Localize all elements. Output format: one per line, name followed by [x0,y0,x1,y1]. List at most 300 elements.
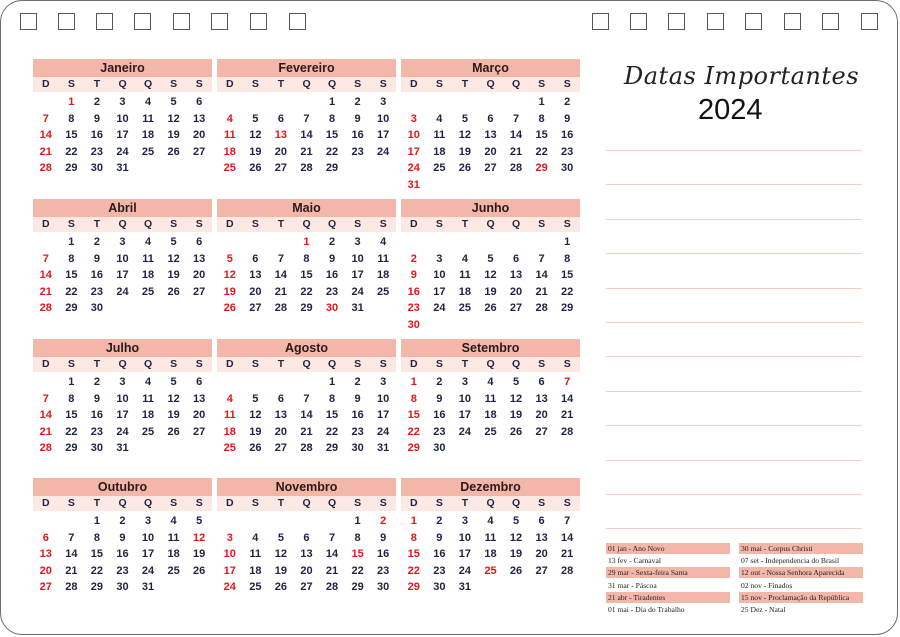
weekday-label: S [435,358,443,370]
holiday-item: 25 Dez - Natal [741,605,786,614]
day-cell: 26 [193,564,206,577]
binding-hole [58,13,75,30]
weekday-label: T [93,78,101,90]
day-cell: 22 [325,425,339,438]
day-cell: 8 [328,392,336,405]
empty-cell [243,374,269,391]
weekday-label: S [195,497,203,509]
weekday-label: D [225,218,234,230]
day-cell: 11 [484,531,497,544]
day-cell: 11 [249,548,262,560]
weekday-label: S [563,358,571,370]
weekday-label: S [563,218,571,230]
holiday-item: 01 mai - Dia do Trabalho [608,605,685,614]
empty-cell [294,513,320,530]
day-cell: 30 [407,318,420,331]
day-cell: 25 [377,285,390,298]
month-title: Abril [33,199,212,217]
day-cell: 8 [354,531,361,544]
day-cell: 30 [90,442,104,454]
day-cell: 16 [90,269,104,281]
day-cell: 5 [170,96,177,108]
day-cell: 26 [167,425,180,438]
day-cell: 28 [274,302,288,314]
day-cell: 22 [90,564,104,577]
day-cell: 4 [252,531,259,544]
day-cell: 10 [116,252,129,265]
weekday-label: Q [118,497,127,509]
day-cell: 23 [433,564,446,577]
day-cell: 21 [39,145,52,158]
day-cell: 18 [484,548,497,560]
day-grid [217,232,396,317]
day-cell: 28 [39,162,52,174]
month-title: Junho [401,199,580,217]
day-cell: 31 [116,442,129,454]
day-cell: 19 [167,409,180,421]
day-cell: 2 [436,376,443,388]
day-cell: 18 [141,269,155,281]
month-dezembro [401,478,580,596]
weekday-label: D [41,218,50,230]
day-grid [401,511,580,596]
panel-year: 2024 [698,94,763,126]
note-line [606,322,862,323]
day-cell: 27 [249,302,262,314]
day-cell: 26 [509,564,523,577]
binding-hole [668,13,685,30]
day-cell: 30 [90,162,104,174]
day-cell: 8 [68,252,75,265]
day-cell: 20 [484,145,497,158]
weekday-label: S [170,497,178,509]
day-cell: 5 [512,515,520,527]
day-cell: 18 [223,145,236,158]
weekday-label: T [461,78,469,90]
day-cell: 9 [93,392,100,405]
binding-hole [20,13,37,30]
day-grid [33,372,212,457]
day-cell: 20 [39,564,52,577]
empty-cell [503,234,529,251]
day-cell: 19 [193,548,206,560]
weekday-label: T [277,358,285,370]
month-junho [401,199,580,333]
day-cell: 25 [484,425,497,438]
day-cell: 21 [535,285,548,298]
weekday-label: T [93,358,101,370]
weekday-label: Q [486,358,495,370]
month-outubro [33,478,212,596]
day-cell: 17 [141,548,155,560]
weekday-label: Q [144,218,153,230]
weekday-header [401,357,580,372]
day-cell: 6 [512,252,520,265]
day-cell: 5 [252,392,259,405]
weekday-label: D [225,497,234,509]
weekday-label: Q [118,358,127,370]
month-title: Dezembro [401,478,580,496]
empty-cell [33,94,59,111]
month-title: Janeiro [33,59,212,77]
day-cell: 7 [538,252,545,265]
day-cell: 17 [116,409,129,421]
day-cell: 9 [380,531,387,544]
day-cell: 7 [277,252,284,265]
day-cell: 20 [274,145,288,158]
holiday-item: 13 fev - Carnaval [608,556,661,566]
weekday-header [217,496,396,511]
weekday-label: Q [144,497,153,509]
weekday-label: S [354,358,362,370]
empty-cell [217,513,243,530]
empty-cell [401,94,427,111]
day-cell: 14 [300,409,313,421]
day-cell: 26 [223,302,236,314]
day-cell: 17 [433,285,446,298]
day-cell: 26 [274,581,288,593]
day-cell: 27 [300,581,313,593]
day-cell: 3 [119,96,126,108]
day-cell: 7 [303,392,310,405]
day-cell: 19 [249,425,262,438]
day-cell: 10 [458,392,472,405]
day-cell: 9 [93,252,100,265]
day-cell: 7 [564,376,571,388]
day-cell: 9 [354,392,361,405]
day-cell: 20 [535,409,548,421]
day-cell: 23 [116,564,129,577]
day-cell: 14 [39,409,52,421]
day-cell: 22 [407,564,420,577]
day-cell: 1 [68,236,75,248]
day-cell: 1 [410,515,417,527]
day-cell: 25 [223,162,236,174]
empty-cell [319,513,345,530]
day-cell: 16 [351,409,364,421]
day-cell: 27 [535,425,548,438]
day-cell: 12 [458,129,472,141]
day-cell: 6 [196,376,203,388]
day-cell: 16 [433,409,446,421]
day-cell: 8 [410,531,417,544]
day-cell: 3 [461,376,468,388]
day-cell: 20 [274,425,288,438]
day-cell: 14 [300,129,313,141]
note-line [606,494,862,495]
day-cell: 6 [277,392,284,405]
day-cell: 12 [484,269,497,281]
month-janeiro [33,59,212,177]
day-cell: 3 [144,515,152,527]
day-cell: 14 [561,531,574,544]
day-cell: 4 [170,515,177,527]
day-cell: 23 [90,145,104,158]
day-cell: 2 [119,515,126,527]
day-cell: 16 [90,129,104,141]
day-cell: 4 [226,112,233,125]
weekday-header [217,357,396,372]
day-cell: 24 [458,425,472,438]
day-cell: 29 [407,442,420,454]
day-cell: 21 [509,145,523,158]
day-cell: 29 [351,581,364,593]
weekday-label: S [435,497,443,509]
binding-hole [822,13,839,30]
day-cell: 11 [142,252,154,265]
day-cell: 3 [354,236,361,248]
day-cell: 5 [512,376,520,388]
day-cell: 17 [223,564,236,577]
weekday-label: D [409,358,418,370]
day-cell: 24 [407,162,420,174]
day-cell: 21 [39,285,52,298]
day-cell: 26 [167,145,180,158]
day-cell: 5 [487,252,494,265]
day-cell: 27 [535,564,548,577]
day-cell: 22 [535,145,548,158]
day-cell: 10 [458,531,472,544]
day-cell: 12 [167,392,180,405]
day-cell: 27 [193,425,206,438]
day-cell: 25 [484,564,497,577]
note-line [606,356,862,357]
binding-hole [289,13,306,30]
day-cell: 5 [170,236,177,248]
day-cell: 21 [300,145,313,158]
day-cell: 7 [303,112,310,125]
day-cell: 12 [167,252,180,265]
weekday-label: S [538,78,546,90]
empty-cell [427,234,453,251]
month-setembro [401,339,580,457]
day-cell: 31 [377,442,390,454]
day-cell: 11 [167,531,180,544]
day-cell: 28 [325,581,339,593]
day-cell: 6 [196,96,203,108]
weekday-label: S [379,218,387,230]
day-cell: 16 [377,548,390,560]
day-cell: 10 [116,112,129,125]
day-cell: 6 [277,112,284,125]
day-cell: 30 [433,442,446,454]
day-cell: 9 [93,112,100,125]
month-title: Setembro [401,339,580,357]
day-cell: 22 [65,285,78,298]
binding-hole [861,13,878,30]
day-cell: 29 [65,442,78,454]
day-cell: 29 [300,302,313,314]
empty-cell [294,374,320,391]
weekday-label: Q [302,78,311,90]
day-cell: 20 [193,409,206,421]
day-cell: 14 [274,269,288,281]
weekday-label: S [563,497,571,509]
weekday-label: S [251,78,259,90]
month-title: Novembro [217,478,396,496]
weekday-header [217,77,396,92]
weekday-label: T [461,358,469,370]
day-cell: 9 [564,112,571,125]
day-cell: 29 [535,162,548,174]
day-cell: 21 [274,285,288,298]
weekday-label: S [170,78,178,90]
weekday-label: S [379,358,387,370]
day-cell: 10 [377,392,390,405]
day-cell: 14 [535,269,548,281]
binding-hole [707,13,724,30]
empty-cell [478,94,504,111]
month-title: Maio [217,199,396,217]
day-cell: 20 [193,269,206,281]
day-cell: 11 [377,252,389,265]
empty-cell [452,94,478,111]
day-cell: 23 [433,425,446,438]
holiday-item: 31 mar - Páscoa [608,580,657,590]
day-grid [217,511,396,596]
day-cell: 27 [509,302,523,314]
day-cell: 13 [535,531,548,544]
day-grid [217,372,396,457]
day-cell: 1 [354,515,361,527]
day-cell: 10 [141,531,155,544]
weekday-label: S [195,78,203,90]
day-cell: 24 [223,581,236,593]
day-cell: 19 [223,285,236,298]
day-cell: 17 [116,129,129,141]
day-cell: 17 [377,409,390,421]
day-cell: 8 [68,392,75,405]
day-cell: 3 [119,236,126,248]
day-cell: 14 [39,269,52,281]
day-cell: 5 [461,112,468,125]
day-cell: 13 [193,252,206,265]
day-cell: 30 [351,442,364,454]
day-cell: 6 [538,515,545,527]
day-cell: 13 [193,392,206,405]
holiday-item: 12 out - Nossa Senhora Aparecida [739,567,863,578]
weekday-header [33,217,212,232]
day-cell: 25 [141,145,155,158]
day-cell: 30 [325,302,339,314]
day-cell: 26 [249,442,262,454]
day-cell: 16 [433,548,446,560]
note-line [606,460,862,461]
weekday-header [401,77,580,92]
weekday-label: D [41,358,50,370]
day-cell: 29 [561,302,574,314]
empty-cell [33,234,59,251]
day-cell: 28 [39,442,52,454]
day-cell: 16 [90,409,104,421]
day-cell: 28 [300,442,313,454]
day-cell: 4 [226,392,233,405]
binding-hole [173,13,190,30]
weekday-label: Q [144,78,153,90]
day-cell: 6 [487,112,494,125]
month-novembro [217,478,396,596]
day-cell: 28 [300,162,313,174]
day-cell: 24 [351,285,364,298]
note-line [606,253,862,254]
empty-cell [268,234,294,251]
day-cell: 23 [377,564,390,577]
day-cell: 9 [410,269,417,281]
day-cell: 11 [459,269,471,281]
panel-title: Datas Importantes [624,62,860,90]
empty-cell [33,513,59,530]
day-cell: 30 [90,302,104,314]
day-cell: 25 [223,442,236,454]
day-cell: 19 [167,129,180,141]
day-cell: 15 [90,548,104,560]
weekday-label: Q [512,218,521,230]
weekday-label: Q [512,497,521,509]
day-cell: 4 [144,236,152,248]
day-cell: 5 [226,252,233,265]
day-cell: 15 [407,409,420,421]
day-cell: 18 [377,269,390,281]
day-cell: 6 [303,531,310,544]
empty-cell [268,374,294,391]
day-cell: 4 [144,96,152,108]
weekday-header [217,217,396,232]
holiday-item: 29 mar - Sexta-feira Santa [606,567,730,578]
weekday-label: S [379,78,387,90]
weekday-label: S [354,78,362,90]
day-cell: 4 [436,112,443,125]
day-cell: 25 [167,564,180,577]
day-cell: 13 [274,409,288,421]
day-cell: 3 [226,531,233,544]
month-title: Outubro [33,478,212,496]
day-cell: 4 [487,515,494,527]
day-cell: 23 [351,425,364,438]
day-cell: 24 [377,425,390,438]
day-cell: 31 [458,581,472,593]
day-cell: 5 [170,376,177,388]
day-cell: 17 [116,269,129,281]
weekday-label: S [435,78,443,90]
day-cell: 29 [325,442,339,454]
day-cell: 11 [142,392,154,405]
day-cell: 15 [325,129,339,141]
day-cell: 20 [300,564,313,577]
empty-cell [529,234,555,251]
day-cell: 5 [252,112,259,125]
day-cell: 28 [561,564,574,577]
month-title: Março [401,59,580,77]
day-cell: 7 [564,515,571,527]
empty-cell [243,94,269,111]
day-cell: 11 [142,112,154,125]
day-cell: 11 [484,392,497,405]
weekday-label: T [93,218,101,230]
day-cell: 18 [167,548,180,560]
day-cell: 2 [93,96,100,108]
day-cell: 15 [65,409,78,421]
day-cell: 24 [116,425,129,438]
day-cell: 17 [407,145,420,158]
day-cell: 5 [277,531,284,544]
day-cell: 28 [65,581,78,593]
day-cell: 19 [274,564,288,577]
weekday-label: S [67,218,75,230]
day-cell: 9 [436,392,443,405]
note-line [606,288,862,289]
day-cell: 16 [325,269,339,281]
month-title: Fevereiro [217,59,396,77]
